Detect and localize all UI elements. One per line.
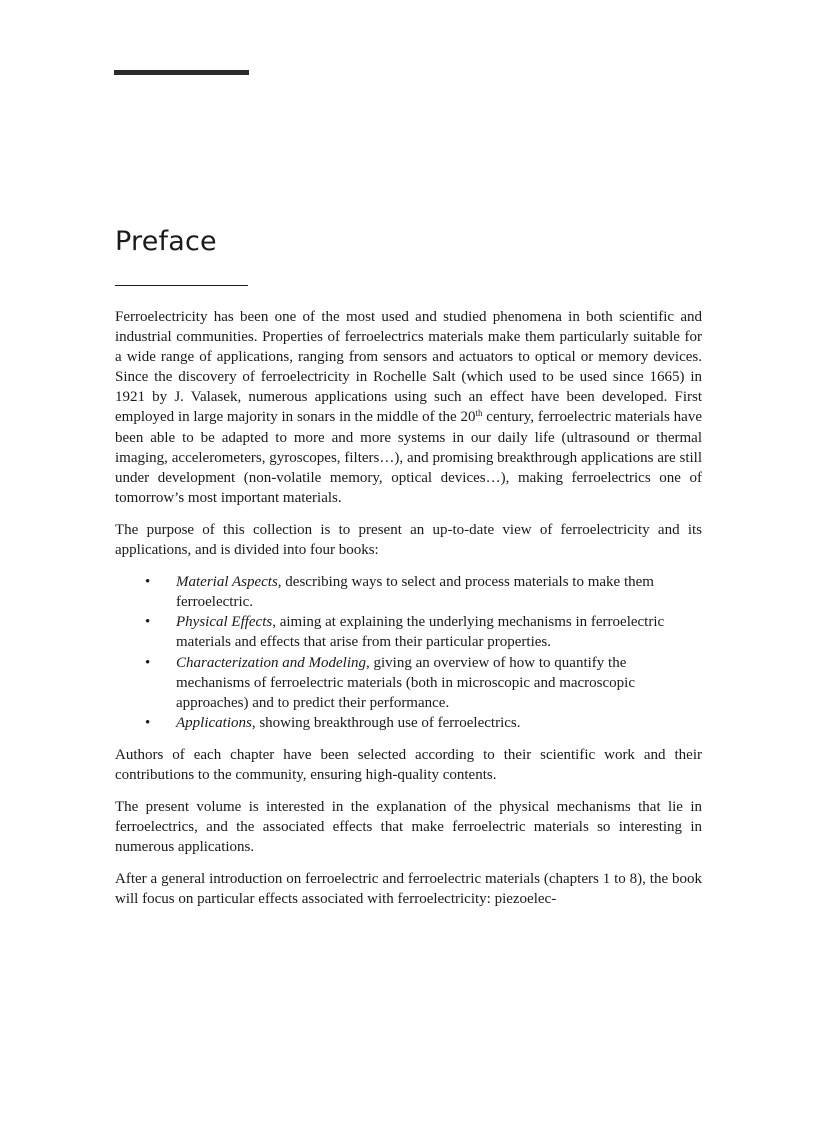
- list-item: [115, 653, 702, 713]
- paragraph-intro: [115, 307, 702, 508]
- book-title: Physical Effects: [176, 614, 273, 631]
- book-title: Material Aspects: [176, 574, 278, 591]
- bullet-icon: •: [145, 654, 151, 671]
- book-description: , aiming at explaining the underlying mechanisms in ferroelectric materials and effects that arise from their particular properties.: [176, 614, 665, 651]
- paragraph-intro-part1: Ferroelectricity has been one of the most used and studied phenomena in both scientific and industrial communities. Properties of ferroelectrics materials make them particularly suitable for a wide range of applications, ranging from sensors and actuators to optical or memory devices. Since the discovery of ferroelectricity in Rochelle Salt (which used to be used since 1665) in 1921 by J. Valasek, numerous applications using such an effect have been developed. First employed in large majority in sonars in the middle of the 20: [115, 309, 702, 426]
- list-item: [115, 713, 702, 733]
- bullet-icon: •: [145, 614, 151, 631]
- list-item: [115, 612, 702, 652]
- paragraph-purpose: The purpose of this collection is to present an up-to-date view of ferroelectricity and its applications, and is divided into four books:: [115, 521, 702, 559]
- paragraph-intro-part2: century, ferroelectric materials have been able to be adapted to more and more systems in our daily life (ultrasound or thermal imaging, accelerometers, gyroscopes, filters…), and promising breakthrough applications are still under development (non-volatile memory, optical devices…), making ferroelectrics one of tomorrow’s most important materials.: [115, 409, 702, 506]
- page-title: Preface: [115, 226, 217, 257]
- book-description: , showing breakthrough use of ferroelectrics.: [251, 714, 521, 731]
- bullet-icon: •: [145, 714, 151, 731]
- book-title: Characterization and Modeling: [176, 654, 366, 671]
- paragraph-overview: After a general introduction on ferroelectric and ferroelectric materials (chapters 1 to 8), the book will focus on particular effects associated with ferroelectricity: piezoelec-: [115, 871, 702, 908]
- book-title: Applications: [176, 714, 252, 731]
- paragraph-authors: Authors of each chapter have been selected according to their scientific work and their contributions to the community, ensuring high-quality contents.: [115, 746, 702, 783]
- book-description: , describing ways to select and process materials to make them ferroelectric.: [176, 574, 654, 611]
- bullet-icon: •: [145, 574, 151, 591]
- superscript-th: th: [475, 408, 483, 419]
- list-item: [115, 572, 702, 612]
- top-decorative-rule: [114, 70, 249, 75]
- paragraph-volume: The present volume is interested in the explanation of the physical mechanisms that lie in ferroelectrics, and the associated effects that make ferroelectric materials so interesting in numerous applications.: [115, 799, 702, 856]
- title-underline: [115, 285, 248, 286]
- book-description: , giving an overview of how to quantify the mechanisms of ferroelectric materials (both in microscopic and macroscopic approaches) and to predict their performance.: [176, 654, 635, 711]
- preface-body: [115, 307, 702, 922]
- book-list: [115, 572, 702, 733]
